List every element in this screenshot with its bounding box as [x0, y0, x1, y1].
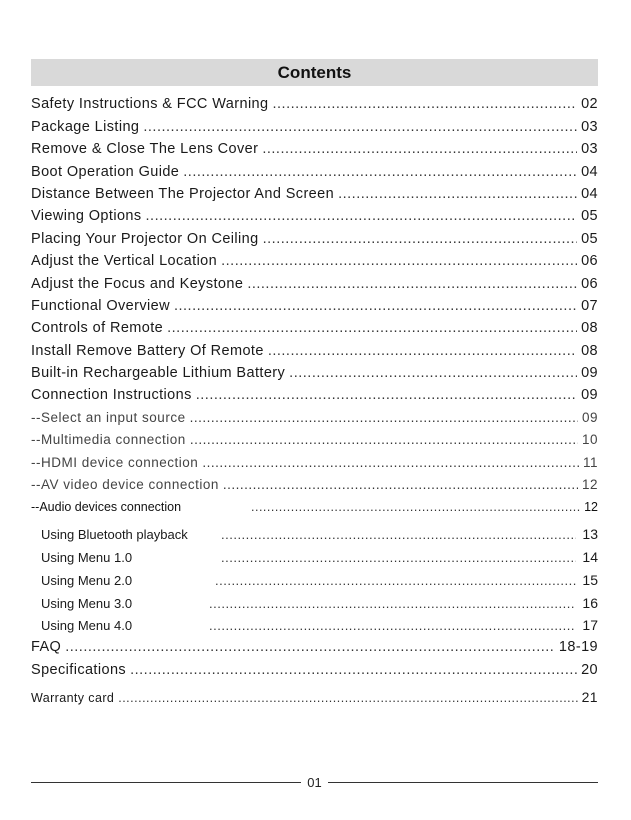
toc-page-number: 09 — [581, 365, 598, 381]
toc-page-number: 03 — [581, 119, 598, 135]
toc-dot-leader — [183, 164, 577, 180]
toc-page-number: 17 — [582, 617, 598, 633]
toc-entry[interactable] — [31, 595, 598, 611]
toc-entry-title: --Audio devices connection — [31, 500, 182, 514]
toc-dot-leader — [338, 186, 577, 202]
toc-subentry[interactable] — [31, 500, 598, 514]
toc-entry-title: Adjust the Vertical Location — [31, 253, 218, 269]
toc-page-number: 14 — [582, 549, 598, 565]
toc-page-number: 09 — [581, 387, 598, 403]
toc-page-number: 18-19 — [558, 639, 598, 655]
toc-entry-title: Package Listing — [31, 119, 140, 135]
toc-entry[interactable] — [31, 343, 598, 359]
toc-entry[interactable] — [31, 96, 598, 112]
toc-subentry[interactable] — [31, 455, 598, 470]
toc-dot-leader — [251, 500, 580, 514]
toc-page-number: 10 — [581, 432, 598, 447]
toc-entry[interactable] — [31, 208, 598, 224]
toc-entry-title: Using Menu 1.0 — [41, 550, 133, 565]
toc-entry[interactable] — [31, 231, 598, 247]
toc-dot-leader — [268, 343, 577, 359]
toc-dot-leader — [221, 253, 577, 269]
toc-dot-leader — [118, 691, 577, 705]
toc-page-number: 09 — [581, 410, 598, 425]
toc-page-number: 07 — [581, 298, 598, 314]
toc-dot-leader — [190, 432, 578, 447]
page-footer — [31, 773, 598, 791]
toc-entry[interactable] — [31, 639, 598, 655]
toc-dot-leader — [196, 387, 577, 403]
toc-page-number: 04 — [581, 164, 598, 180]
toc-page-number: 11 — [582, 455, 598, 470]
toc-entry-title: --Select an input source — [31, 410, 186, 425]
toc-page-number: 04 — [581, 186, 598, 202]
toc-page-number: 16 — [582, 595, 598, 611]
footer-rule-right — [328, 782, 598, 783]
toc-entry-title: Using Bluetooth playback — [41, 527, 188, 542]
toc-entry[interactable] — [31, 164, 598, 180]
toc-page-number: 21 — [581, 689, 598, 705]
toc-entry-title: Safety Instructions & FCC Warning — [31, 96, 269, 112]
toc-entry-title: Built-in Rechargeable Lithium Battery — [31, 365, 286, 381]
toc-entry-title: Using Menu 4.0 — [41, 618, 133, 633]
toc-entry[interactable] — [31, 617, 598, 633]
toc-dot-leader — [221, 527, 576, 542]
toc-page-number: 15 — [582, 572, 598, 588]
toc-entry-title: --HDMI device connection — [31, 455, 199, 470]
toc-entry-title: Boot Operation Guide — [31, 164, 180, 180]
toc-dot-leader — [167, 320, 577, 336]
toc-page-number: 20 — [581, 662, 598, 678]
toc-entry-title: Viewing Options — [31, 208, 142, 224]
toc-dot-leader — [263, 231, 577, 247]
toc-page-number: 08 — [581, 343, 598, 359]
toc-entry[interactable] — [31, 549, 598, 565]
toc-subentry[interactable] — [31, 432, 598, 447]
toc-entry-title: --AV video device connection — [31, 477, 219, 492]
toc-entry[interactable] — [31, 253, 598, 269]
toc-page-number: 03 — [581, 141, 598, 157]
toc-dot-leader — [209, 596, 576, 611]
toc-page-number: 02 — [581, 96, 598, 112]
toc-entry-title: Functional Overview — [31, 298, 170, 314]
toc-page-number: 13 — [582, 526, 598, 542]
toc-entry[interactable] — [31, 526, 598, 542]
toc-dot-leader — [209, 618, 576, 633]
toc-page-number: 12 — [584, 500, 598, 514]
toc-entry-title: Using Menu 2.0 — [41, 573, 133, 588]
toc-dot-leader — [221, 550, 576, 565]
toc-entry-title: --Multimedia connection — [31, 432, 186, 447]
toc-page-number: 06 — [581, 253, 598, 269]
toc-entry[interactable] — [31, 689, 598, 705]
toc-entry[interactable] — [31, 572, 598, 588]
page-title: Contents — [277, 62, 352, 82]
toc-entry-title: Warranty card — [31, 691, 115, 705]
toc-dot-leader — [146, 208, 578, 224]
toc-entry-title: Connection Instructions — [31, 387, 192, 403]
toc-page-number: 06 — [581, 276, 598, 292]
toc-dot-leader — [289, 365, 577, 381]
toc-subentry[interactable] — [31, 477, 598, 492]
toc-entry-title: Distance Between The Projector And Screen — [31, 186, 335, 202]
toc-entry-title: Adjust the Focus and Keystone — [31, 276, 244, 292]
toc-dot-leader — [262, 141, 577, 157]
contents-header-bar — [31, 59, 598, 86]
toc-entry[interactable] — [31, 387, 598, 403]
toc-dot-leader — [215, 573, 576, 588]
toc-dot-leader — [143, 119, 577, 135]
footer-page-number: 01 — [307, 774, 322, 790]
toc-entry[interactable] — [31, 662, 598, 678]
toc-dot-leader — [202, 455, 579, 470]
toc-entry-title: Specifications — [31, 662, 127, 678]
toc-entry-title: Install Remove Battery Of Remote — [31, 343, 264, 359]
toc-dot-leader — [247, 276, 577, 292]
toc-dot-leader — [130, 662, 577, 678]
toc-page-number: 05 — [581, 208, 598, 224]
toc-dot-leader — [174, 298, 577, 314]
toc-subentry[interactable] — [31, 410, 598, 425]
toc-dot-leader — [190, 410, 578, 425]
toc-entry-title: FAQ — [31, 639, 62, 655]
footer-rule-left — [31, 782, 301, 783]
toc-entry-title: Using Menu 3.0 — [41, 596, 133, 611]
toc-dot-leader — [223, 477, 578, 492]
toc-entry[interactable] — [31, 365, 598, 381]
toc-entry[interactable] — [31, 119, 598, 135]
toc-entry[interactable] — [31, 320, 598, 336]
toc-entry-title: Placing Your Projector On Ceiling — [31, 231, 259, 247]
toc-page-number: 08 — [581, 320, 598, 336]
toc-dot-leader — [273, 96, 578, 112]
toc-entry[interactable] — [31, 276, 598, 292]
toc-entry[interactable] — [31, 298, 598, 314]
toc-entry-title: Controls of Remote — [31, 320, 164, 336]
toc-page-number: 05 — [581, 231, 598, 247]
toc-page-number: 12 — [581, 477, 598, 492]
toc-entry[interactable] — [31, 141, 598, 157]
toc-entry-title: Remove & Close The Lens Cover — [31, 141, 259, 157]
toc-entry[interactable] — [31, 186, 598, 202]
toc-dot-leader — [65, 639, 555, 655]
